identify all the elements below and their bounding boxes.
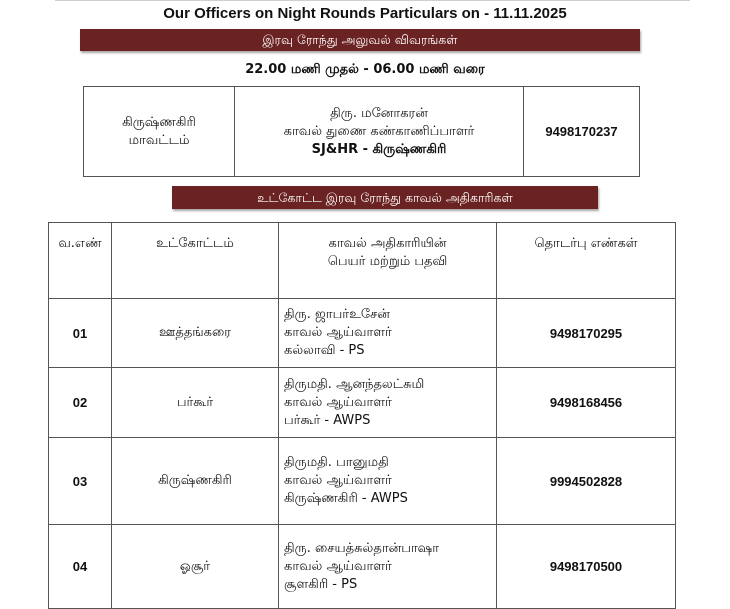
officer-station: கல்லாவி - PS [284, 343, 365, 358]
night-rounds-banner: இரவு ரோந்து அலுவல் விவரங்கள் [80, 29, 640, 51]
officer-designation: காவல் ஆய்வாளர் [284, 394, 392, 410]
header-officer-line1: காவல் அதிகாரியின் [328, 236, 447, 251]
table-row [49, 299, 676, 368]
district-officer-unit: SJ&HR - கிருஷ்ணகிரி [311, 141, 447, 157]
officer-designation: காவல் ஆய்வாளர் [284, 473, 392, 488]
officer-designation: காவல் ஆய்வாளர் [284, 325, 392, 340]
row-phone: 9498170500 [497, 525, 676, 609]
row-sno: 02 [49, 368, 112, 438]
officer-name: திரு. சையத்சுல்தான்பாஷா [284, 540, 440, 556]
subdivision-officers-table [48, 222, 676, 609]
timing-text: 22.00 மணி முதல் - 06.00 மணி வரை [245, 62, 485, 77]
header-phone: தொடர்பு எண்கள் [497, 223, 676, 299]
row-phone: 9498170295 [497, 299, 676, 368]
district-name-cell [84, 87, 235, 177]
row-subdivision: கிருஷ்ணகிரி [112, 438, 279, 525]
table-row [49, 368, 676, 438]
table-row [49, 525, 676, 609]
district-officer-table [83, 86, 640, 177]
officer-name: திரு. ஜாபர்உசேன் [284, 307, 390, 322]
header-sno: வ.எண் [49, 223, 112, 299]
row-officer [279, 525, 497, 609]
row-subdivision: பர்கூர் [112, 368, 279, 438]
district-name-line1: கிருஷ்ணகிரி [122, 114, 196, 130]
subdivision-officers-banner: உட்கோட்ட இரவு ரோந்து காவல் அதிகாரிகள் [172, 186, 598, 209]
row-sno: 03 [49, 438, 112, 525]
officer-name: திருமதி. பானுமதி [284, 455, 389, 470]
table-row [49, 438, 676, 525]
officer-designation: காவல் ஆய்வாளர் [284, 558, 392, 574]
header-officer-line2: பெயர் மற்றும் பதவி [327, 254, 448, 269]
district-name-line2: மாவட்டம் [128, 132, 190, 148]
district-officer-cell [235, 87, 524, 177]
top-divider [55, 0, 690, 1]
row-subdivision: ஊத்தங்கரை [112, 299, 279, 368]
page-title: Our Officers on Night Rounds Particulars on - 11.11.2025 [163, 5, 567, 22]
header-officer [279, 223, 497, 299]
table-header-row [49, 223, 676, 299]
row-sno: 01 [49, 299, 112, 368]
row-sno: 04 [49, 525, 112, 609]
officer-name: திருமதி. ஆனந்தலட்சுமி [284, 376, 425, 392]
officer-station: பர்கூர் - AWPS [284, 412, 371, 428]
district-phone: 9498170237 [524, 87, 640, 177]
officer-station: கிருஷ்ணகிரி - AWPS [284, 491, 408, 506]
row-officer [279, 368, 497, 438]
district-officer-name: திரு. மனோகரன் [330, 105, 428, 121]
officer-station: சூளகிரி - PS [284, 576, 358, 592]
district-officer-row [84, 87, 640, 177]
row-officer [279, 438, 497, 525]
row-phone: 9994502828 [497, 438, 676, 525]
header-subdivision: உட்கோட்டம் [112, 223, 279, 299]
row-subdivision: ஓசூர் [112, 525, 279, 609]
district-officer-designation: காவல் துணை கண்காணிப்பாளர் [283, 123, 475, 139]
row-officer [279, 299, 497, 368]
row-phone: 9498168456 [497, 368, 676, 438]
